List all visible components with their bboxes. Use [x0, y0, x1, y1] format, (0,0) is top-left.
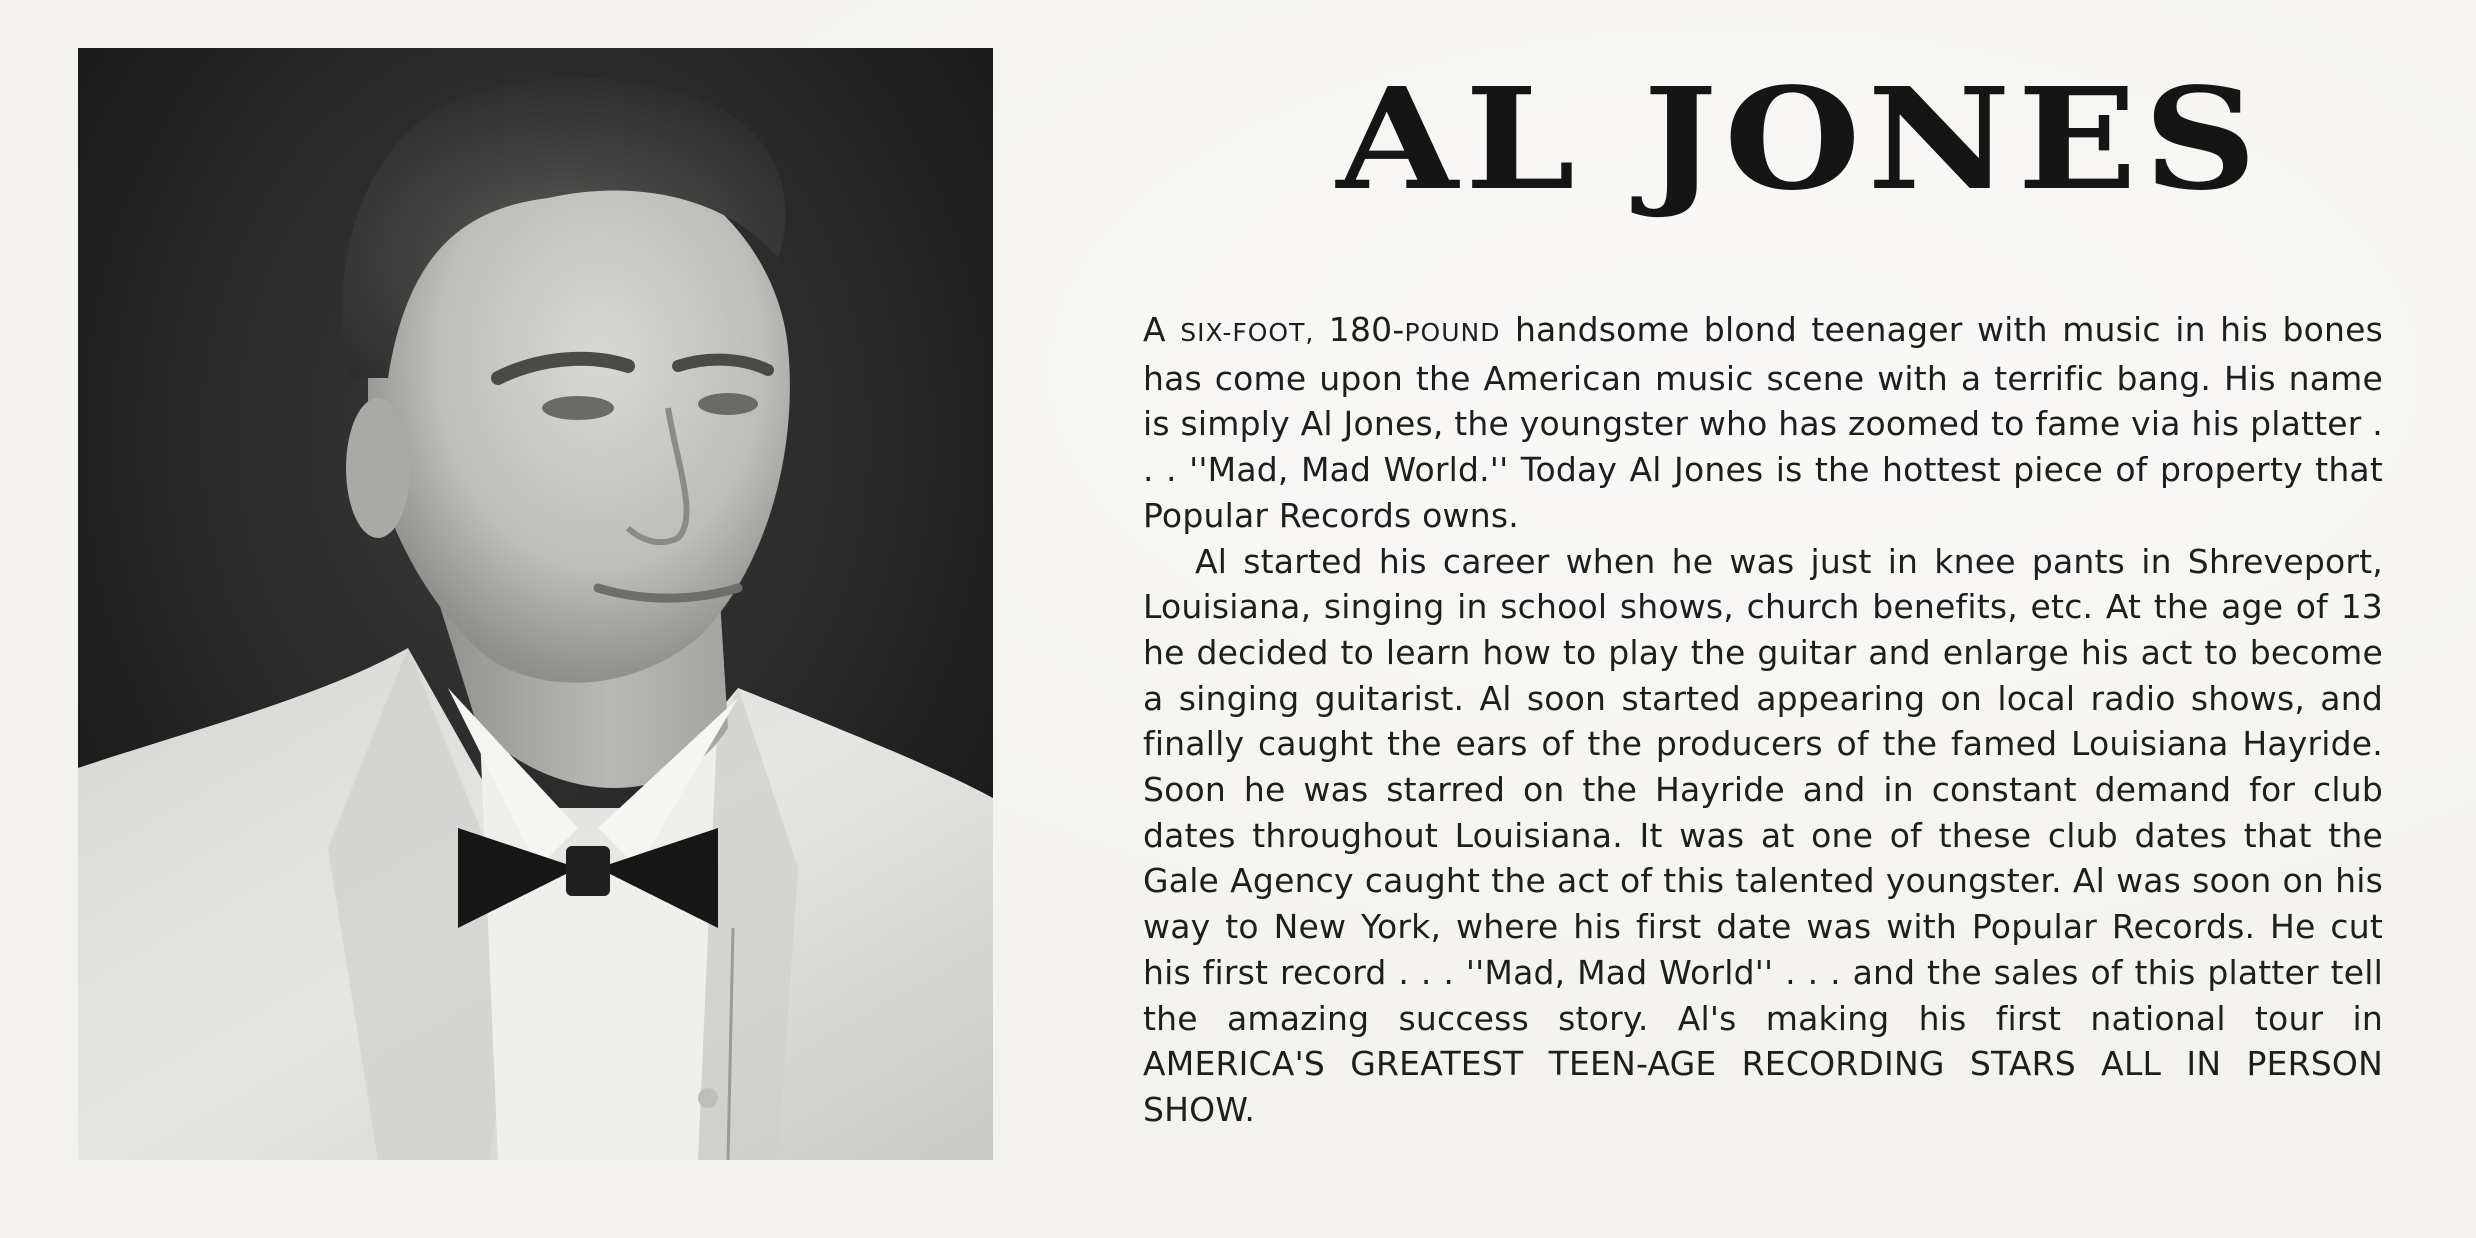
page-title: AL JONES: [1336, 58, 2264, 222]
lead-smallcaps-1: SIX-FOOT,: [1180, 318, 1315, 347]
ear: [346, 398, 410, 538]
lead-initial: A: [1143, 310, 1166, 349]
paragraph-1-rest: handsome blond teenager with music in his bones has come upon the American music scene with a terrific bang. His name is simply Al Jones, the youngster who has zoomed to fame via his platter . . . ''Mad, Mad World.'' Today Al Jones is the hottest piece of property that Popular Records owns.: [1143, 310, 2383, 535]
article-body: [1143, 307, 2383, 1133]
lead-smallcaps-2: POUND: [1404, 318, 1501, 347]
portrait-photo: [78, 48, 993, 1160]
paragraph-1: [1143, 307, 2383, 539]
paragraph-2: Al started his career when he was just in knee pants in Shreveport, Louisiana, singing in school shows, church benefits, etc. At the age of 13 he decided to learn how to play the guitar and enlarge his act to become a singing guitarist. Al soon started appearing on local radio shows, and finally caught the ears of the producers of the famed Louisiana Hayride. Soon he was starred on the Hayride and in constant demand for club dates throughout Louisiana. It was at one of these club dates that the Gale Agency caught the act of this talented youngster. Al was soon on his way to New York, where his first date was with Popular Records. He cut his first record . . . ''Mad, Mad World'' . . . and the sales of this platter tell the amazing success story. Al's making his first national tour in AMERICA'S GREATEST TEEN-AGE RECORDING STARS ALL IN PERSON SHOW.: [1143, 541, 2383, 1129]
lead-middle: 180-: [1314, 310, 1405, 349]
portrait-illustration: [78, 48, 993, 1160]
